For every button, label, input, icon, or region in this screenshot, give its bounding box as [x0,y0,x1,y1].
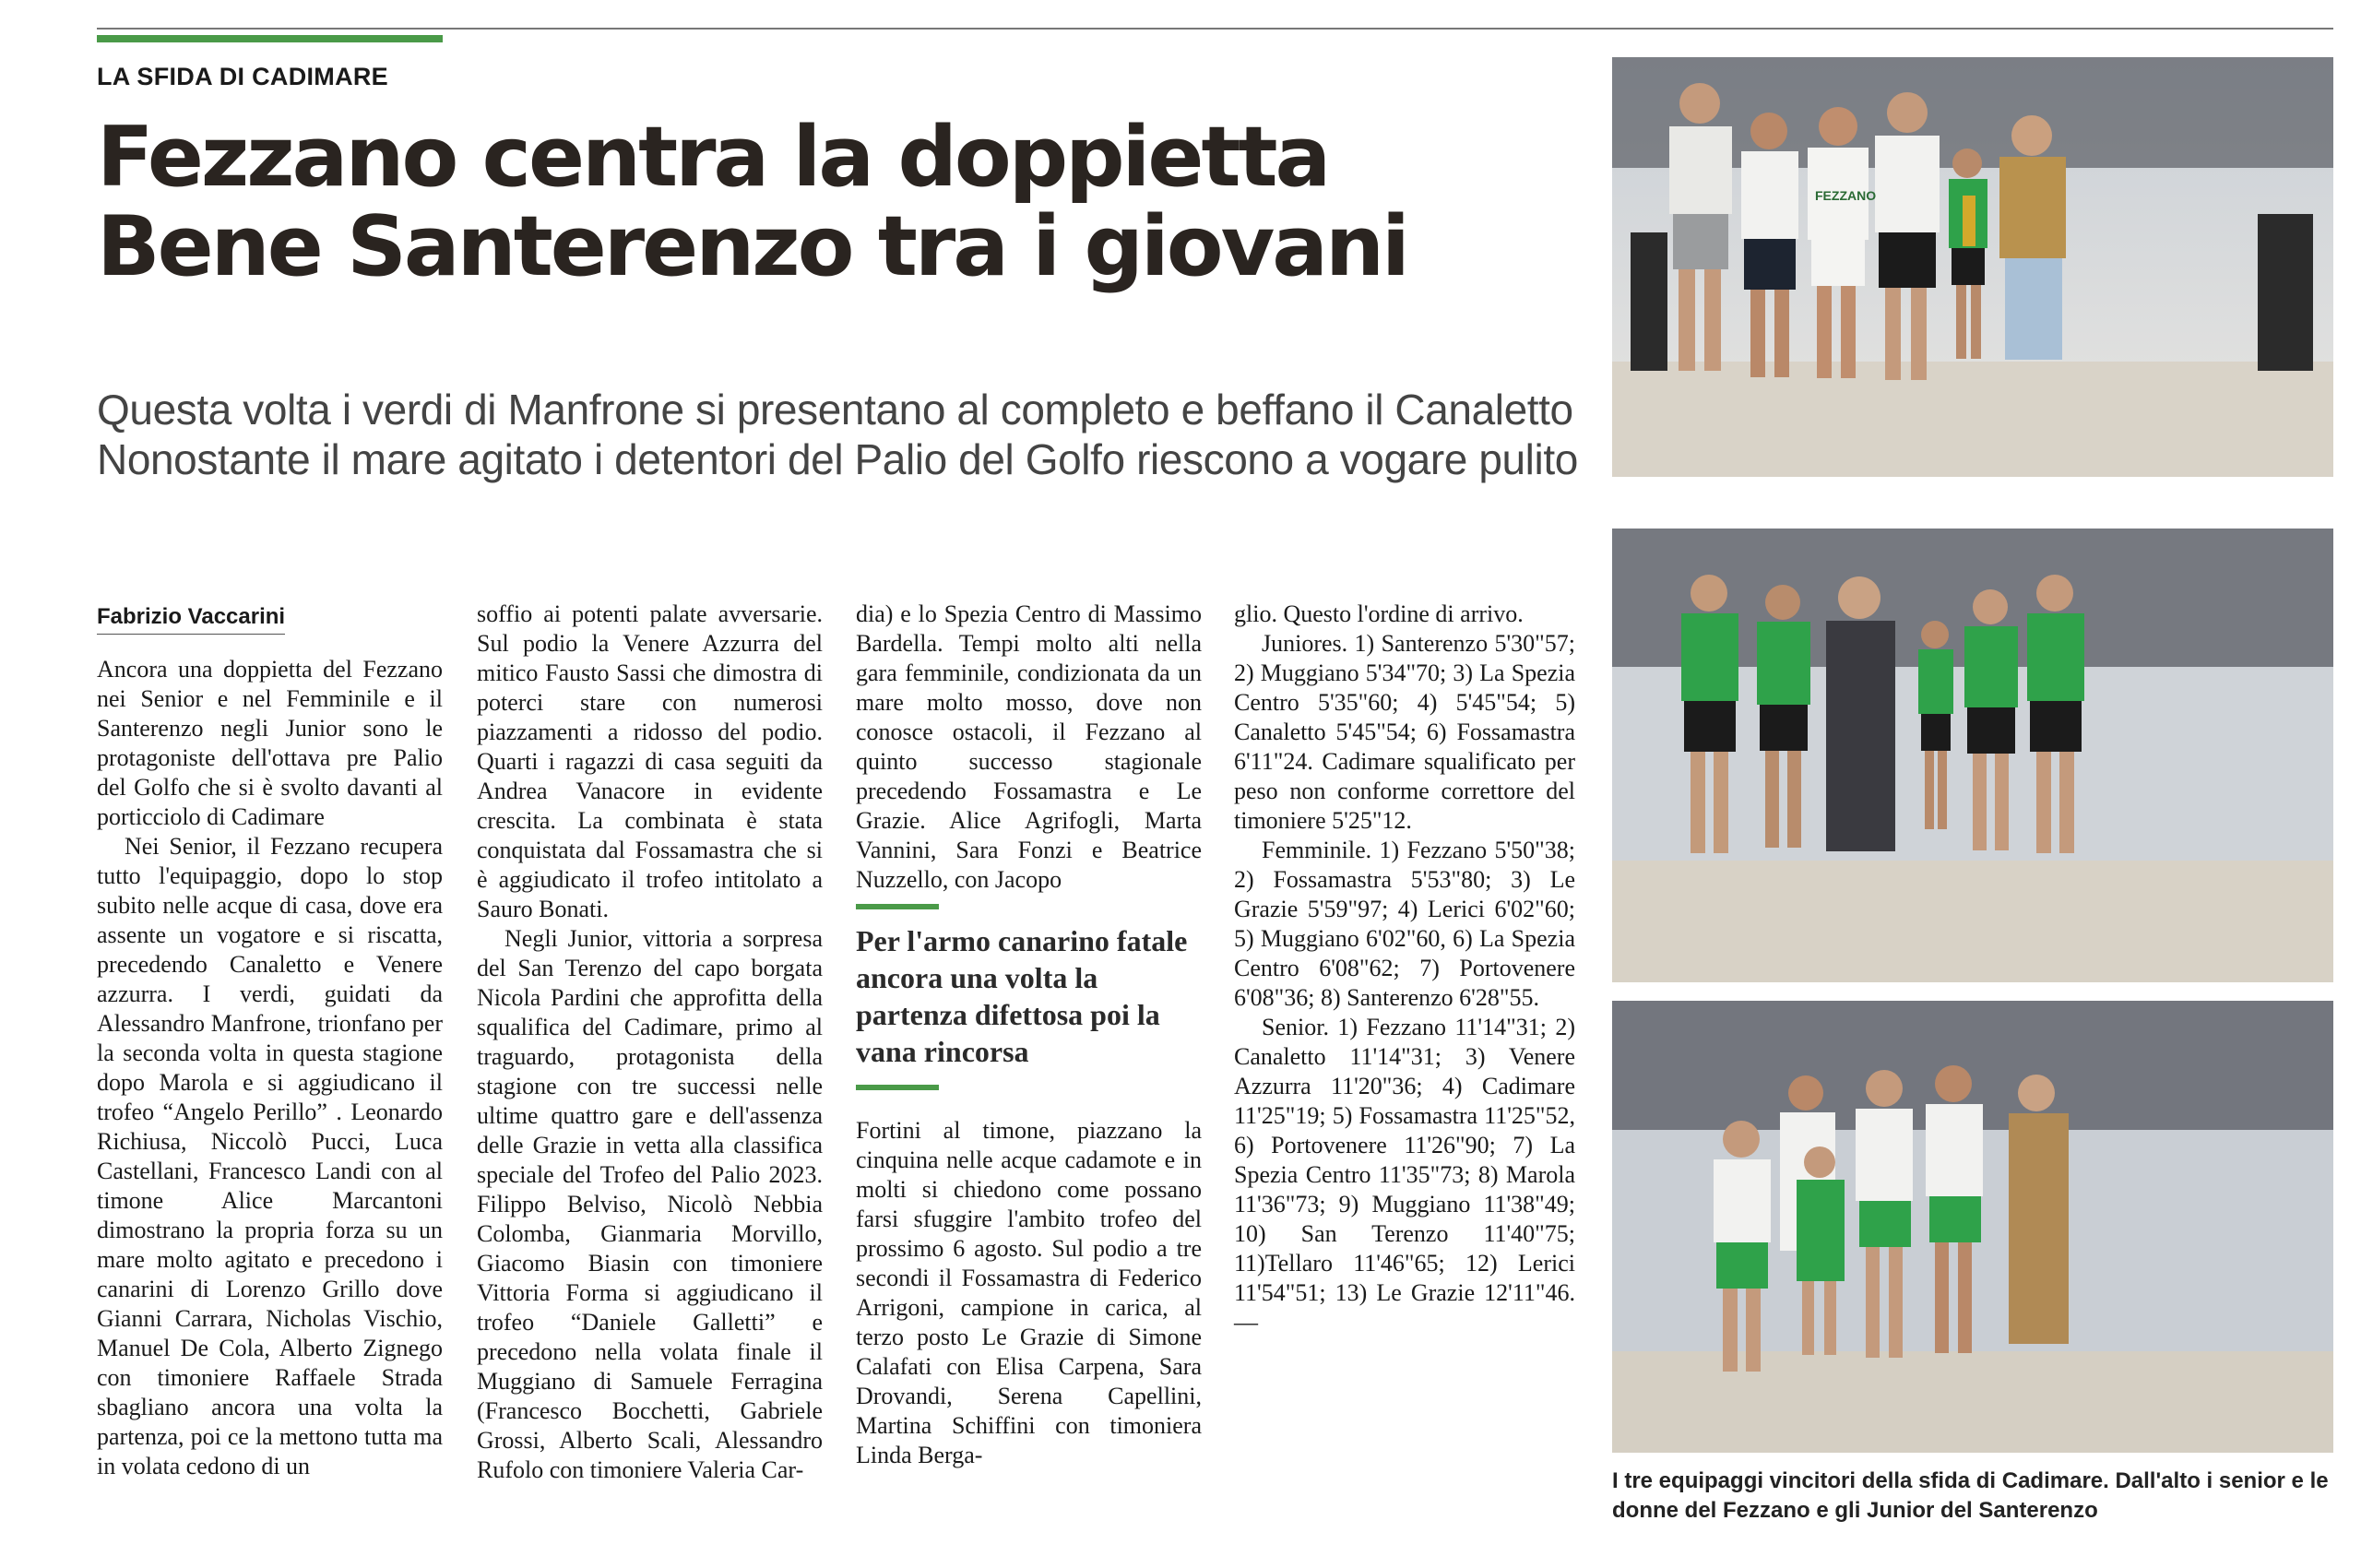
subheadline-line-1: Questa volta i verdi di Manfrone si presentano al completo e beffano il Canaletto [97,386,1573,434]
pullquote-rule-bottom [856,1085,939,1090]
pullquote: Per l'armo canarino fatale ancora una volta la partenza difettosa poi la vana rincorsa [856,924,1188,1068]
paragraph: dia) e lo Spezia Centro di Massimo Bardella. Tempi molto alti nella gara femminile, condizionata da un mare molto mosso, dove non conosce ostacoli, il Fezzano al quinto successo stagionale precedendo Fossamastra e Le Grazie. Alice Agrifogli, Marta Vannini, Sara Fonzi e Beatrice Nuzzello, con Jacopo [856,600,1202,893]
article-column-4 [1234,600,1575,1337]
headline-line-1: Fezzano centra la doppietta [97,109,1329,206]
paragraph: Ancora una doppietta del Fezzano nei Senior e nel Femminile e il Santerenzo negli Junior sono le protagoniste dell'ottava pre Palio del Golfo che si è svolto davanti al porticciolo di Cadimare [97,656,443,830]
paragraph: glio. Questo l'ordine di arrivo. [1234,600,1524,627]
photo-caption: I tre equipaggi vincitori della sfida di Cadimare. Dall'alto i senior e le donne del Fezzano e gli Junior del Santerenzo [1612,1468,2329,1523]
article-column-1 [97,655,443,1481]
article-column-3 [856,600,1202,1470]
pullquote-rule-top [856,904,939,909]
paragraph: Negli Junior, vittoria a sorpresa del San Terenzo del capo borgata Nicola Pardini che approfitta della squalifica del Cadimare, primo al traguardo, protagonista della stagione con tre successi nelle ultime quattro gare e dell'assenza delle Grazie in vetta alla classifica speciale del Trofeo del Palio 2023. Filippo Belviso, Nicolò Nebbia Colomba, Gianmaria Morvillo, Giacomo Biasin con timoniere Vittoria Forma si aggiudicano il trofeo “Daniele Galletti” e precedono nella volata finale il Muggiano di Samuele Ferragina (Francesco Bocchetti, Gabriele Grossi, Alberto Scali, Alessandro Rufolo con timoniere Valeria Car- [477,925,823,1483]
paragraph: soffio ai potenti palate avversarie. Sul podio la Venere Azzurra del mitico Fausto Sassi che dimostra di poterci stare con numerosi piazzamenti a ridosso del podio. Quarti i ragazzi di casa seguiti da Andrea Vanacore in evidente crescita. La combinata è stata conquistata dal Fossamastra che si è aggiudicato il trofeo intitolato a Sauro Bonati. [477,600,823,922]
paragraph: Fortini al timone, piazzano la cinquina nelle acque cadamote e in molti si chiedono come possano farsi sfuggire l'ambito trofeo del prossimo 6 agosto. Sul podio a tre secondi il Fossamastra di Federico Arrigoni, campione in carica, al terzo posto Le Grazie di Simone Calafati con Elisa Carpena, Sara Drovandi, Serena Capellini, Martina Schiffini con timoniera Linda Berga- [856,1117,1202,1468]
paragraph: Nei Senior, il Fezzano recupera tutto l'equipaggio, dopo lo stop subito nelle acque di casa, dove era assente un vogatore e si riscatta, precedendo Canaletto e Venere azzurra. I verdi, guidati da Alessandro Manfrone, trionfano per la seconda volta in questa stagione dopo Marola e si aggiudicano il trofeo “Angelo Perillo” . Leonardo Richiusa, Niccolò Pucci, Luca Castellani, Francesco Landi con al timone Alice Marcantoni dimostrano la propria forza su un mare molto agitato e precedono i canarini di Lorenzo Grillo dove Gianni Carrara, Nicholas Vischio, Manuel De Cola, Alberto Zignego con timoniere Raffaele Strada sbagliano ancora una volta la partenza, poi ce la mettono tutta ma in volata cedono di un [97,833,443,1479]
article-column-2 [477,600,823,1485]
subheadline [97,386,1596,485]
photo-junior-team [1612,1001,2333,1453]
kicker: LA SFIDA DI CADIMARE [97,63,388,90]
subheadline-line-2: Nonostante il mare agitato i detentori del Palio del Golfo riescono a vogare pulito [97,434,1578,483]
photo-women-team [1612,529,2333,982]
headline-line-2: Bene Santerenzo tra i giovani [97,198,1407,296]
shirt-lettering: FEZZANO [1815,188,1877,203]
section-accent-bar [97,35,443,42]
photo-senior-team [1612,57,2333,477]
results-senior: Senior. 1) Fezzano 11'14"31; 2) Canaletto 11'14"31; 3) Venere Azzurra 11'20"36; 4) Cadimare 11'25"19; 5) Fossamastra 11'25"52, 6) Portovenere 11'26"90; 7) La Spezia Centro 11'35"73; 8) Marola 11'36"73; 9) Muggiano 11'38"49; 10) San Terenzo 11'40"75; 11)Tellaro 11'46"65; 12) Lerici 11'54"51; 13) Le Grazie 12'11"46. — [1234,1014,1575,1336]
top-rule [97,28,2333,30]
results-femminile: Femminile. 1) Fezzano 5'50"38; 2) Fossamastra 5'53"80; 3) Le Grazie 5'59"97; 4) Lerici 6'02"60; 5) Muggiano 6'02"60, 6) La Spezia Centro 6'08"62; 7) Portovenere 6'08"36; 8) Santerenzo 6'28"55. [1234,837,1575,1011]
results-juniores: Juniores. 1) Santerenzo 5'30"57; 2) Muggiano 5'34"70; 3) La Spezia Centro 5'35"60; 4) 5'45"54; 5) Canaletto 5'45"54; 6) Fossamastra 6'11"24. Cadimare squalificato per peso non conforme correttore del timoniere 5'25"12. [1234,630,1575,834]
byline: Fabrizio Vaccarini [97,604,285,635]
headline [97,109,1591,296]
